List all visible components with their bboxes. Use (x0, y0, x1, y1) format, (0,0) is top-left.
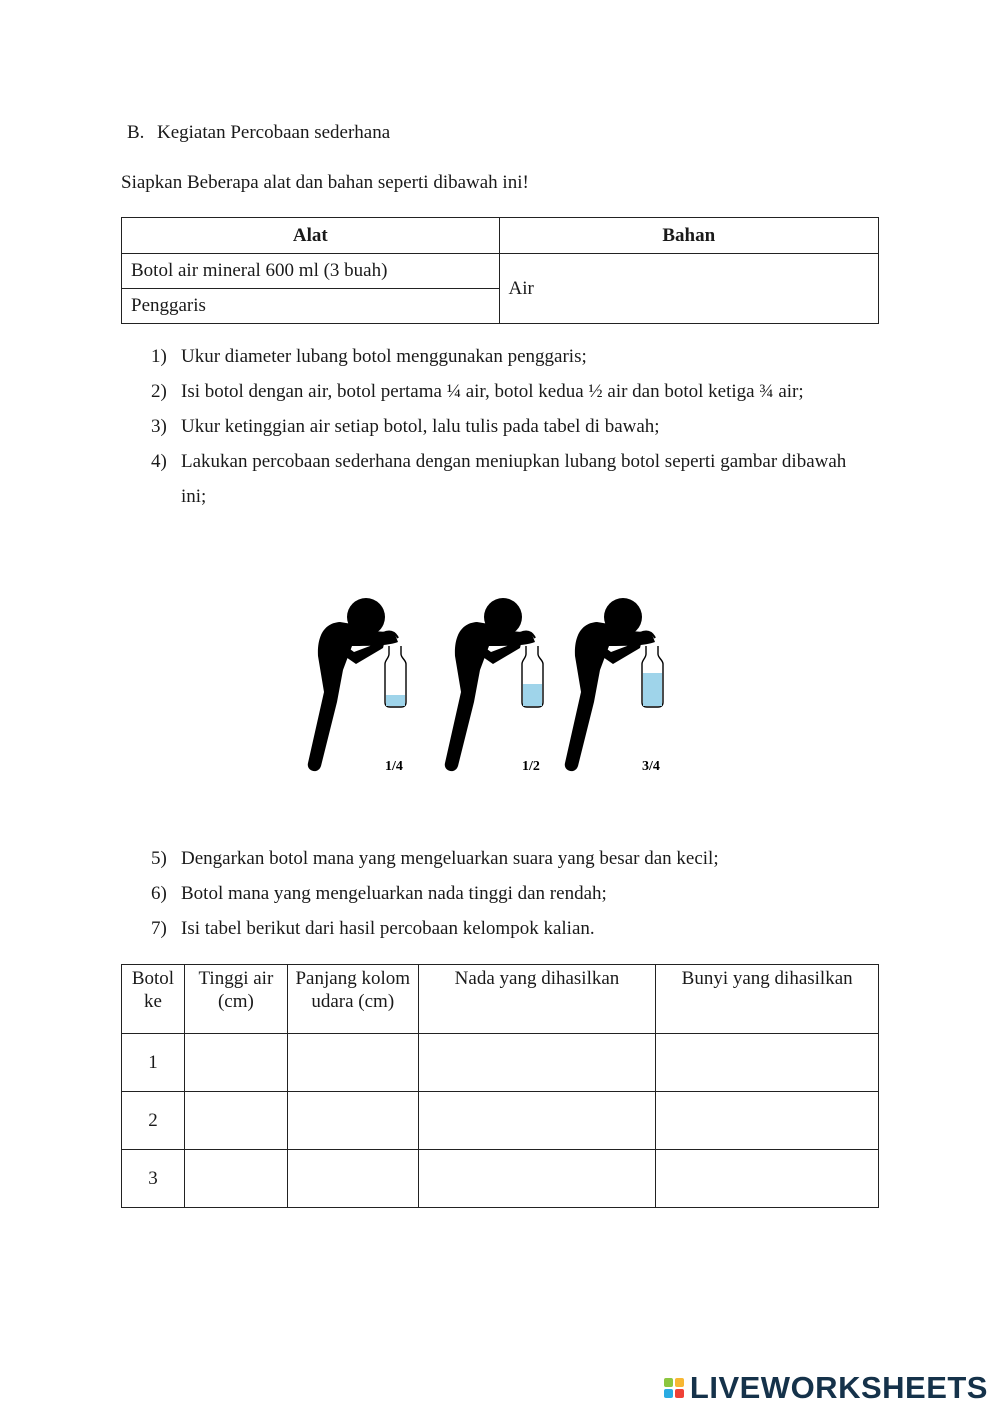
pitch-cell[interactable] (418, 1150, 656, 1208)
step-item (121, 841, 861, 876)
logo-tile (664, 1378, 673, 1387)
steps-list-second (121, 841, 861, 946)
section-title: Kegiatan Percobaan sederhana (157, 122, 391, 143)
logo-tile (664, 1389, 673, 1398)
tool-item: Botol air mineral 600 ml (3 buah) (122, 254, 500, 289)
materials-header-material: Bahan (499, 218, 878, 254)
step-text: Botol mana yang mengeluarkan nada tinggi dan rendah; (181, 883, 607, 904)
sound-cell[interactable] (656, 1034, 879, 1092)
step-text: Isi botol dengan air, botol pertama ¼ air, botol kedua ½ air dan botol ketiga ¾ air; (181, 381, 804, 402)
water-fill (643, 673, 662, 706)
step-number: 6) (151, 883, 167, 904)
fill-label: 3/4 (642, 759, 660, 774)
step-item (121, 409, 861, 444)
water-height-cell[interactable] (184, 1092, 287, 1150)
person-blowing-bottle-figure (445, 598, 543, 774)
water-fill (386, 695, 405, 706)
steps-list-first (121, 339, 861, 514)
results-header-pitch: Nada yang dihasilkan (418, 965, 656, 1034)
water-bottle (385, 646, 406, 707)
step-text: Lakukan percobaan sederhana dengan meniupkan lubang botol seperti gambar dibawah ini; (181, 451, 847, 507)
row-number: 2 (122, 1092, 185, 1150)
air-column-cell[interactable] (287, 1150, 418, 1208)
water-fill (523, 684, 542, 706)
results-header-air-column: Panjang kolom udara (cm) (287, 965, 418, 1034)
step-number: 5) (151, 848, 167, 869)
person-blowing-bottle-figure (565, 598, 663, 774)
air-column-cell[interactable] (287, 1092, 418, 1150)
air-column-cell[interactable] (287, 1034, 418, 1092)
step-number: 2) (151, 381, 167, 402)
step-number: 3) (151, 416, 167, 437)
row-number: 3 (122, 1150, 185, 1208)
materials-header-tools: Alat (122, 218, 500, 254)
row-number: 1 (122, 1034, 185, 1092)
sound-cell[interactable] (656, 1150, 879, 1208)
logo-tiles (664, 1378, 684, 1398)
fill-label: 1/4 (385, 759, 403, 774)
results-table (121, 964, 879, 1208)
table-row (122, 1092, 879, 1150)
step-number: 1) (151, 346, 167, 367)
intro-text: Siapkan Beberapa alat dan bahan seperti dibawah ini! (121, 172, 529, 193)
table-row (122, 1150, 879, 1208)
step-item (121, 444, 861, 514)
pitch-cell[interactable] (418, 1034, 656, 1092)
step-number: 4) (151, 451, 167, 472)
sound-cell[interactable] (656, 1092, 879, 1150)
tool-item: Penggaris (122, 289, 500, 324)
water-bottle (642, 646, 663, 707)
blowing-bottles-illustration (290, 590, 690, 790)
liveworksheets-logo (664, 1370, 988, 1406)
step-text: Ukur ketinggian air setiap botol, lalu tulis pada tabel di bawah; (181, 416, 660, 437)
step-text: Dengarkan botol mana yang mengeluarkan suara yang besar dan kecil; (181, 848, 719, 869)
step-item (121, 911, 861, 946)
results-header-water-height: Tinggi air (cm) (184, 965, 287, 1034)
material-item: Air (499, 254, 878, 324)
step-item (121, 339, 861, 374)
step-item (121, 374, 861, 409)
step-text: Isi tabel berikut dari hasil percobaan kelompok kalian. (181, 918, 595, 939)
logo-text: LIVEWORKSHEETS (689, 1370, 988, 1405)
section-letter: B. (127, 122, 145, 143)
materials-table (121, 217, 879, 324)
water-bottle (522, 646, 543, 707)
logo-tile (675, 1378, 684, 1387)
step-text: Ukur diameter lubang botol menggunakan penggaris; (181, 346, 587, 367)
person-blowing-bottle-figure (308, 598, 406, 774)
results-header-bottle: Botol ke (122, 965, 185, 1034)
table-row (122, 1034, 879, 1092)
pitch-cell[interactable] (418, 1092, 656, 1150)
logo-tile (675, 1389, 684, 1398)
water-height-cell[interactable] (184, 1150, 287, 1208)
step-item (121, 876, 861, 911)
water-height-cell[interactable] (184, 1034, 287, 1092)
results-header-sound: Bunyi yang dihasilkan (656, 965, 879, 1034)
step-number: 7) (151, 918, 167, 939)
section-heading (127, 122, 390, 144)
fill-label: 1/2 (522, 759, 540, 774)
